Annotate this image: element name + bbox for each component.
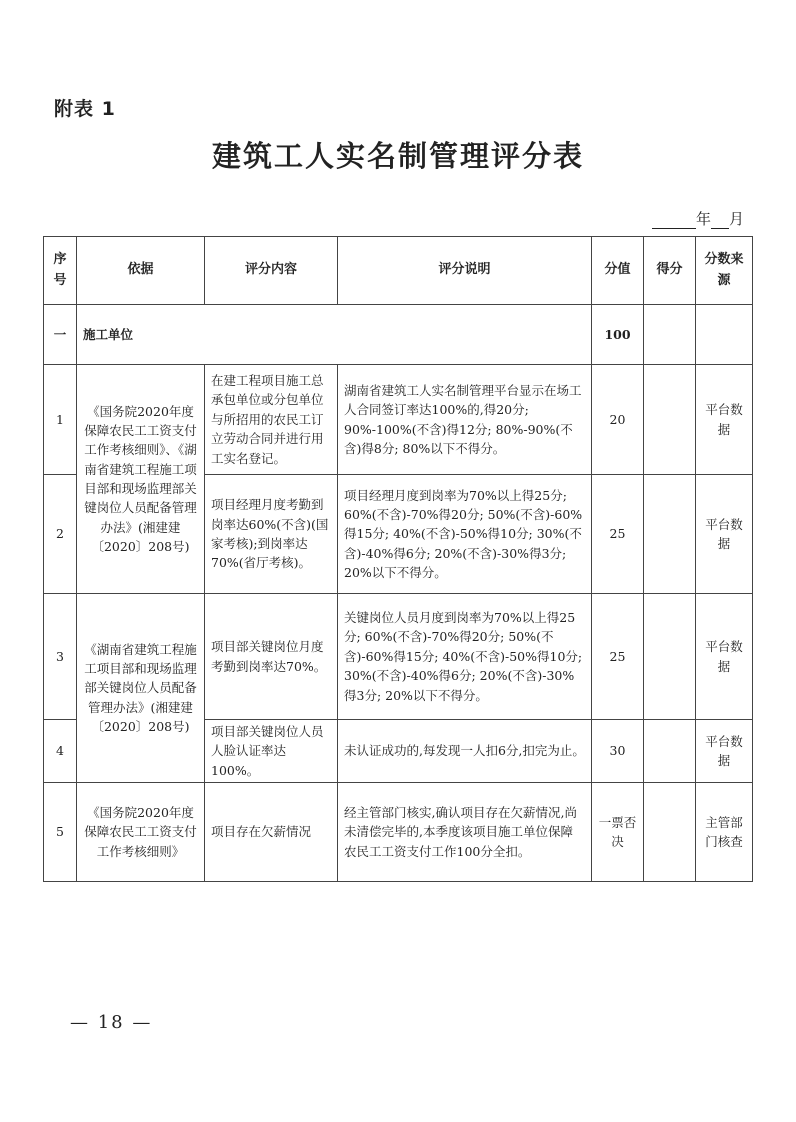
month-blank [711, 214, 729, 229]
row-earned [644, 594, 696, 720]
row-content: 项目经理月度考勤到岗率达60%(不含)(国家考核);到岗率达70%(省厅考核)。 [205, 475, 338, 594]
table-row [44, 594, 753, 720]
month-label: 月 [728, 210, 744, 228]
row-description: 湖南省建筑工人实名制管理平台显示在场工人合同签订率达100%的,得20分; 90%-100%(不含)得12分; 80%-90%(不含)得8分; 80%以下不得分。 [338, 365, 592, 475]
row-earned [644, 365, 696, 475]
row-content: 在建工程项目施工总承包单位或分包单位与所招用的农民工订立劳动合同并进行用工实名登记。 [205, 365, 338, 475]
header-score: 分值 [592, 237, 644, 305]
row-description: 经主管部门核实,确认项目存在欠薪情况,尚未清偿完毕的,本季度该项目施工单位保障农民工工资支付工作100分全扣。 [338, 783, 592, 882]
row-score: 20 [592, 365, 644, 475]
row-no: 1 [44, 365, 77, 475]
table-header-row [44, 237, 753, 305]
header-description: 评分说明 [338, 237, 592, 305]
header-basis: 依据 [77, 237, 205, 305]
row-description: 项目经理月度到岗率为70%以上得25分; 60%(不含)-70%得20分; 50%(不含)-60%得15分; 40%(不含)-50%得10分; 30%(不含)-40%得6分; 20%(不含)-30%得3分; 20%以下不得分。 [338, 475, 592, 594]
row-no: 3 [44, 594, 77, 720]
row-score: 25 [592, 475, 644, 594]
row-source: 平台数据 [696, 594, 753, 720]
row-no: 5 [44, 783, 77, 882]
row-earned [644, 720, 696, 783]
row-score: 25 [592, 594, 644, 720]
header-earned: 得分 [644, 237, 696, 305]
page-number: — 18 — [70, 1012, 153, 1033]
section-score: 100 [592, 305, 644, 365]
header-source: 分数来源 [696, 237, 753, 305]
row-basis: 《国务院2020年度保障农民工工资支付工作考核细则》、《湖南省建筑工程施工项目部和现场监理部关键岗位人员配备管理办法》(湘建建〔2020〕208号) [77, 365, 205, 594]
section-earned [644, 305, 696, 365]
header-no: 序号 [44, 237, 77, 305]
row-source: 平台数据 [696, 365, 753, 475]
page-title: 建筑工人实名制管理评分表 [211, 139, 584, 173]
row-content: 项目部关键岗位人员人脸认证率达100%。 [205, 720, 338, 783]
row-score: 30 [592, 720, 644, 783]
row-content: 项目存在欠薪情况 [205, 783, 338, 882]
row-content: 项目部关键岗位月度考勤到岗率达70%。 [205, 594, 338, 720]
row-no: 4 [44, 720, 77, 783]
row-source: 主管部门核查 [696, 783, 753, 882]
row-source: 平台数据 [696, 475, 753, 594]
section-no: 一 [44, 305, 77, 365]
row-earned [644, 475, 696, 594]
year-label: 年 [695, 210, 711, 228]
table-row [44, 783, 753, 882]
row-description: 未认证成功的,每发现一人扣6分,扣完为止。 [338, 720, 592, 783]
section-name: 施工单位 [77, 305, 592, 365]
row-score: 一票否决 [592, 783, 644, 882]
row-earned [644, 783, 696, 882]
row-description: 关键岗位人员月度到岗率为70%以上得25分; 60%(不含)-70%得20分; 50%(不含)-60%得15分; 40%(不含)-50%得10分; 30%(不含)-40%得6分; 20%(不含)-30%得3分; 20%以下不得分。 [338, 594, 592, 720]
row-basis: 《国务院2020年度保障农民工工资支付工作考核细则》 [77, 783, 205, 882]
header-content: 评分内容 [205, 237, 338, 305]
row-source: 平台数据 [696, 720, 753, 783]
table-row [44, 365, 753, 475]
row-basis: 《湖南省建筑工程施工项目部和现场监理部关键岗位人员配备管理办法》(湘建建〔2020〕208号) [77, 594, 205, 783]
section-row [44, 305, 753, 365]
year-blank [652, 214, 696, 229]
score-table [43, 236, 753, 882]
section-source [696, 305, 753, 365]
attachment-label: 附表 1 [54, 98, 116, 120]
date-line [652, 208, 744, 229]
row-no: 2 [44, 475, 77, 594]
